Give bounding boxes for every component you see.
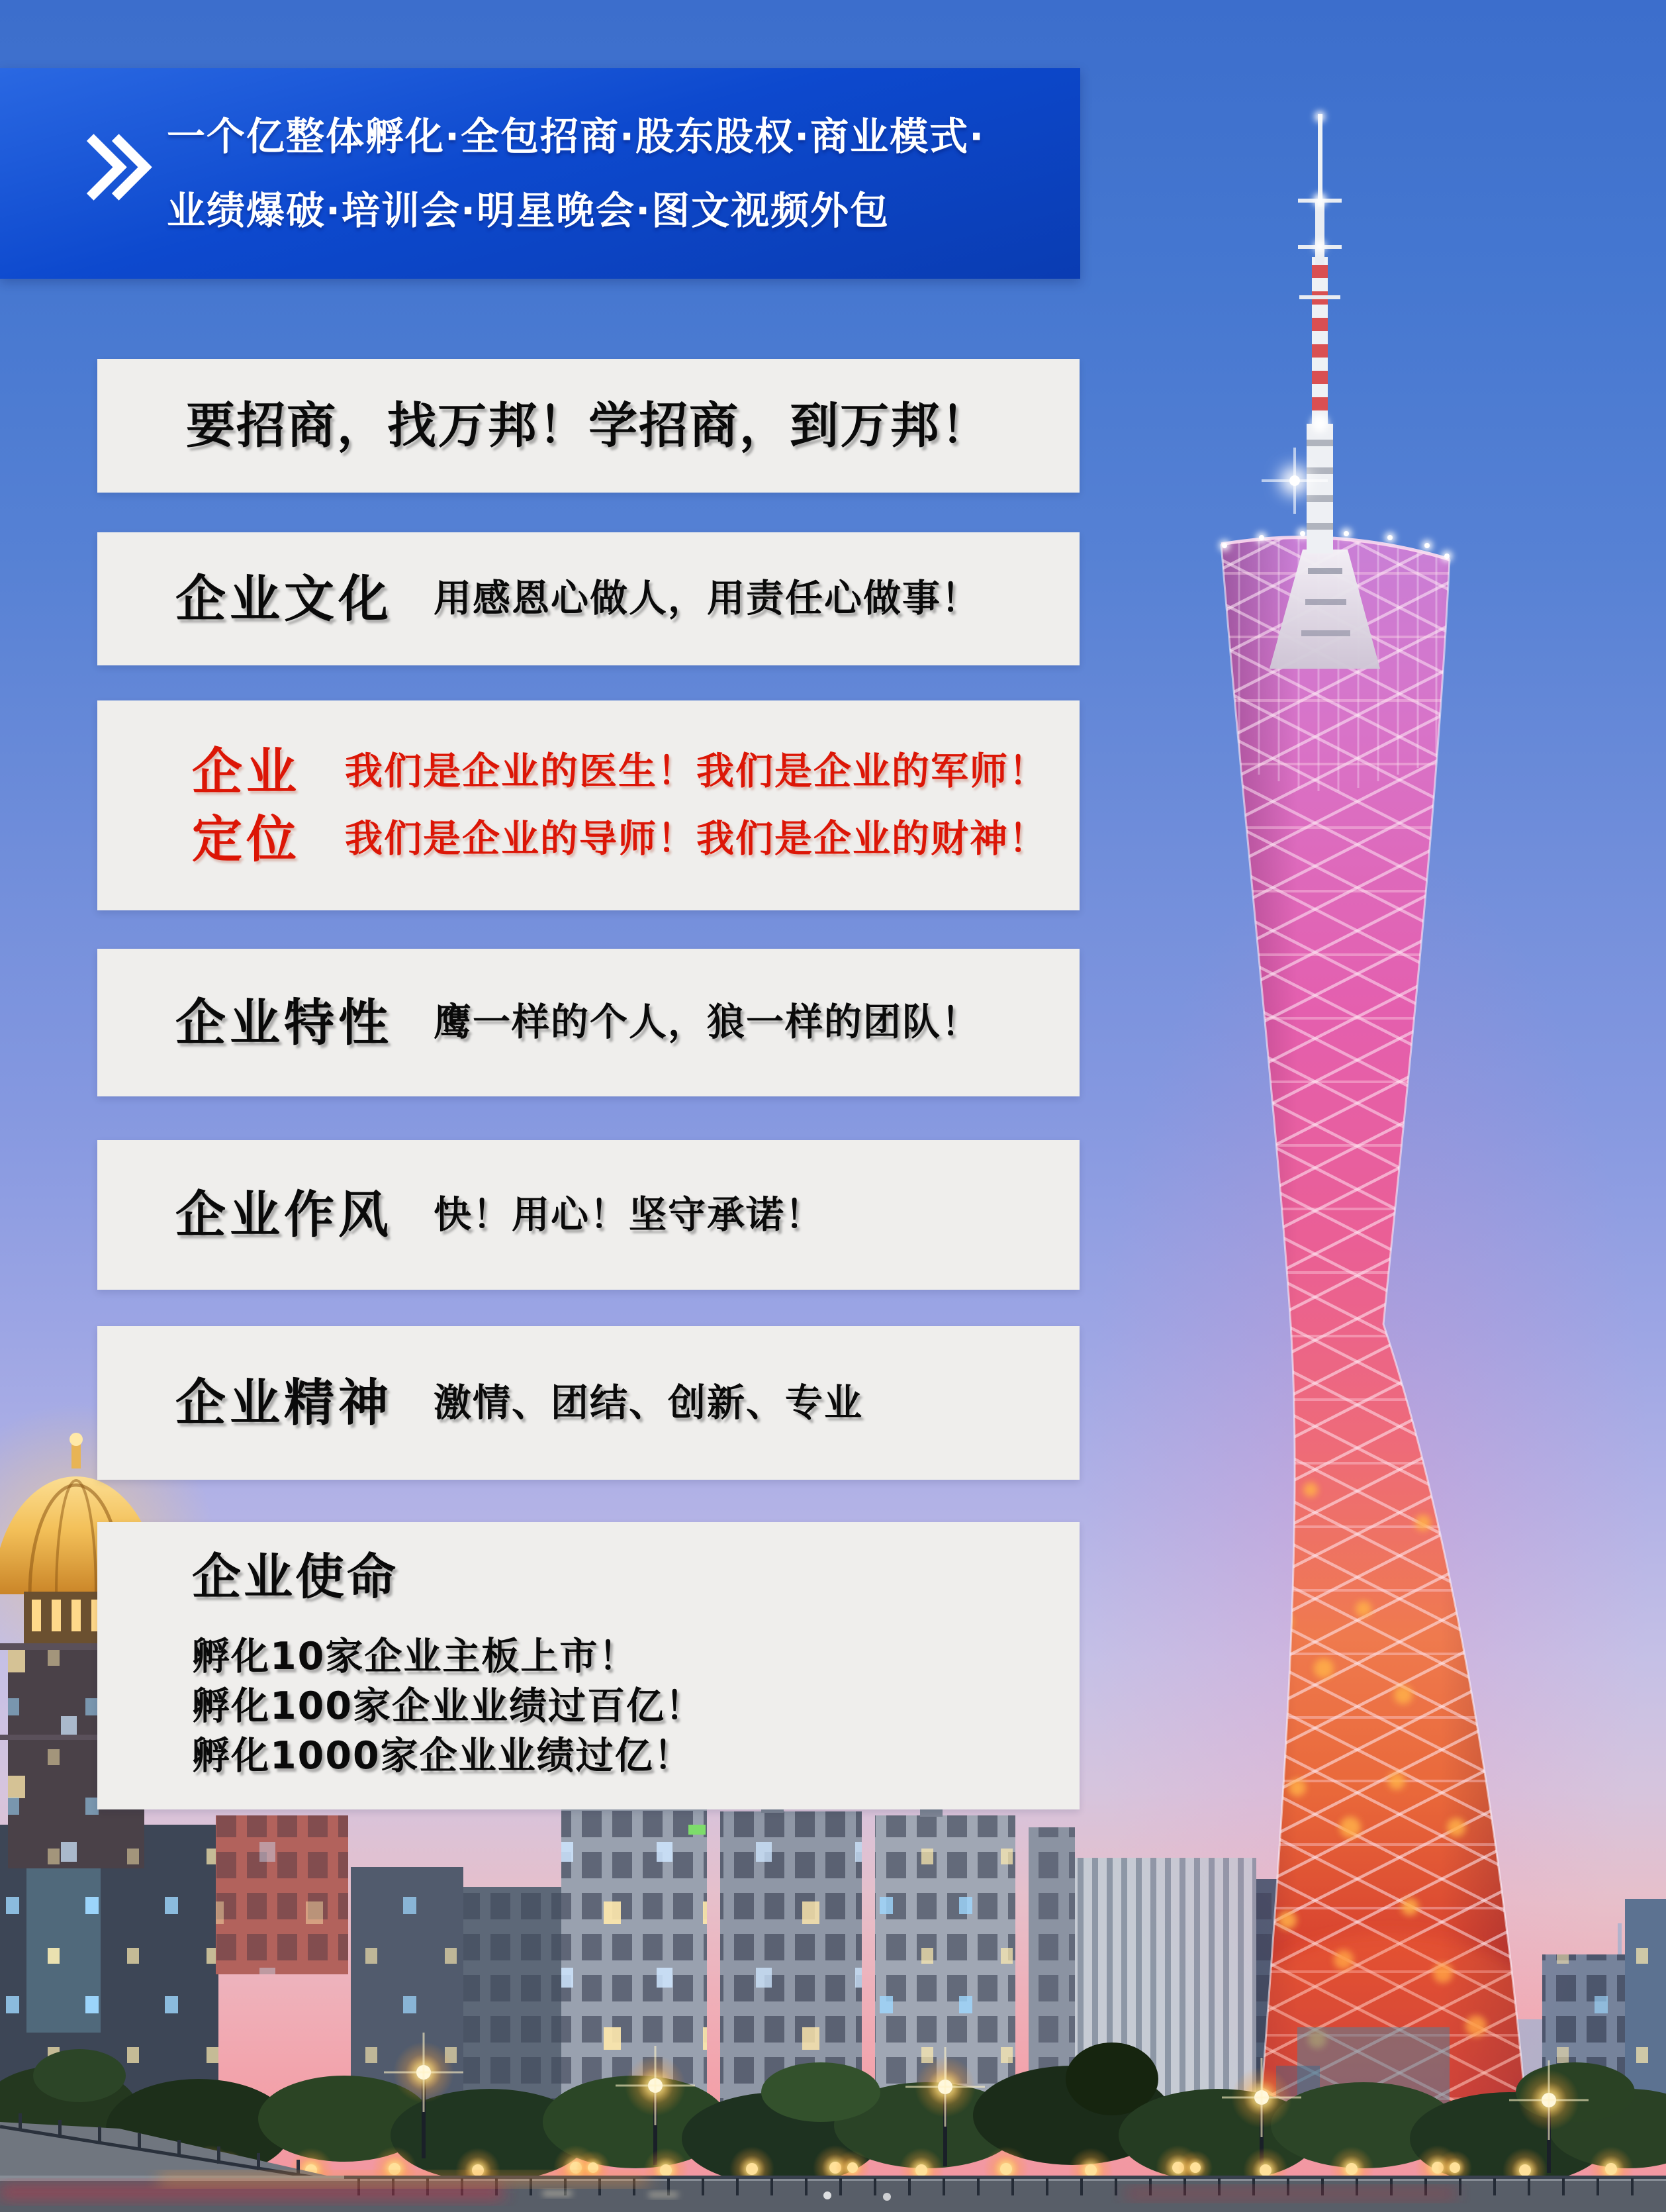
- traits-title: 企业特性: [175, 992, 393, 1052]
- positioning-line1: 我们是企业的医生！我们是企业的军师！: [345, 749, 1048, 793]
- slogan-panel: [97, 359, 1080, 493]
- positioning-title-line2: 定位: [192, 809, 301, 869]
- culture-title: 企业文化: [175, 569, 393, 628]
- culture-text: 用感恩心做人，用责任心做事！: [434, 577, 980, 620]
- workstyle-title: 企业作风: [175, 1185, 393, 1244]
- mission-panel: [97, 1522, 1080, 1809]
- mission-line-1: 孵化10家企业主板上市！: [192, 1635, 638, 1678]
- positioning-title-line1: 企业: [192, 742, 301, 801]
- traits-panel: [97, 949, 1080, 1096]
- traits-text: 鹰一样的个人，狼一样的团队！: [434, 1000, 980, 1044]
- double-chevron-icon: [70, 133, 143, 213]
- mission-lines: [192, 1632, 1080, 1781]
- workstyle-text: 快！用心！坚守承诺！: [434, 1192, 824, 1237]
- banner-line-1: 一个亿整体孵化·全包招商·股东股权·商业模式·: [167, 114, 986, 159]
- mission-line-3: 孵化1000家企业业绩过亿！: [192, 1734, 693, 1778]
- header-banner: [0, 68, 1080, 279]
- spirit-title: 企业精神: [175, 1373, 393, 1432]
- mission-line-2: 孵化100家企业业绩过百亿！: [192, 1684, 704, 1728]
- canton-tower: [1082, 111, 1651, 2212]
- slogan-text: 要招商，找万邦！学招商，到万邦！: [186, 397, 991, 454]
- spirit-panel: [97, 1326, 1080, 1480]
- positioning-line2: 我们是企业的导师！我们是企业的财神！: [345, 817, 1048, 861]
- banner-text: [167, 68, 985, 279]
- positioning-panel: [97, 700, 1080, 910]
- mission-title: 企业使命: [192, 1549, 398, 1606]
- spirit-text: 激情、团结、创新、专业: [434, 1380, 863, 1425]
- culture-panel: [97, 532, 1080, 665]
- banner-line-2: 业绩爆破·培训会·明星晚会·图文视频外包: [167, 188, 890, 233]
- workstyle-panel: [97, 1140, 1080, 1290]
